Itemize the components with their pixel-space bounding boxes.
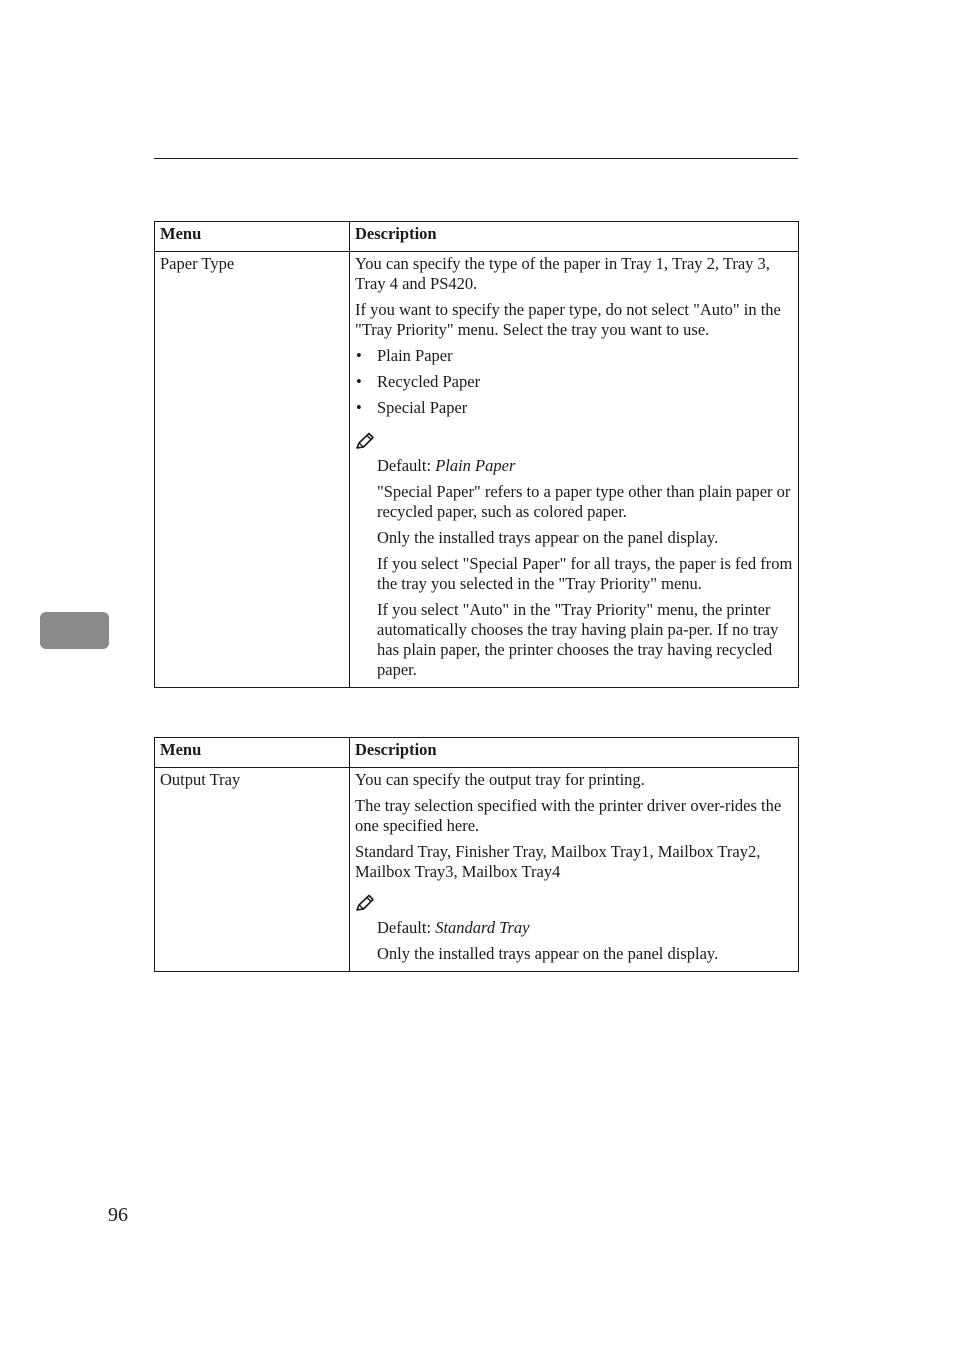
paper-type-list (355, 346, 793, 418)
table-row (155, 768, 799, 972)
menu-column-header: Menu (155, 738, 350, 768)
table-header-row (155, 738, 799, 768)
note-line: If you select "Special Paper" for all trays, the paper is fed from the tray you selected in the "Tray Priority" menu. (377, 554, 793, 593)
chapter-tab (40, 612, 109, 649)
default-note: Default: Plain Paper (377, 456, 516, 475)
description-column-header: Description (350, 738, 799, 768)
description-cell (350, 252, 799, 688)
list-item: • Special Paper (356, 398, 468, 417)
note-block (355, 456, 793, 680)
description-cell (350, 768, 799, 972)
note-line: "Special Paper" refers to a paper type other than plain paper or recycled paper, such as colored paper. (377, 482, 791, 521)
description-paragraph: Standard Tray, Finisher Tray, Mailbox Tray1, Mailbox Tray2, Mailbox Tray3, Mailbox Tray4 (355, 842, 761, 881)
note-line: Only the installed trays appear on the panel display. (377, 944, 719, 963)
menu-name: Paper Type (155, 252, 350, 688)
table-header-row (155, 222, 799, 252)
page-number: 96 (108, 1204, 128, 1226)
list-item: • Plain Paper (356, 346, 453, 365)
default-note: Default: Standard Tray (377, 918, 530, 937)
note-line: If you select "Auto" in the "Tray Priority" menu, the printer automatically chooses the tray having plain pa-per. If no tray has plain paper, the printer chooses the tray having recycled paper. (377, 600, 779, 679)
output-tray-table (154, 737, 799, 972)
note-line: Only the installed trays appear on the panel display. (377, 528, 719, 547)
menu-column-header: Menu (155, 222, 350, 252)
header-rule (154, 158, 798, 159)
note-block (355, 918, 793, 964)
paper-type-table (154, 221, 799, 688)
pencil-icon (355, 432, 375, 450)
menu-name: Output Tray (155, 768, 350, 972)
list-item: • Recycled Paper (356, 372, 481, 391)
description-paragraph: You can specify the output tray for printing. (355, 770, 645, 789)
description-column-header: Description (350, 222, 799, 252)
table-row (155, 252, 799, 688)
description-paragraph: You can specify the type of the paper in Tray 1, Tray 2, Tray 3, Tray 4 and PS420. (355, 254, 770, 293)
description-paragraph: If you want to specify the paper type, do not select "Auto" in the "Tray Priority" menu. Select the tray you want to use. (355, 300, 781, 339)
description-paragraph: The tray selection specified with the printer driver over-rides the one specified here. (355, 796, 782, 835)
pencil-icon (355, 894, 375, 912)
